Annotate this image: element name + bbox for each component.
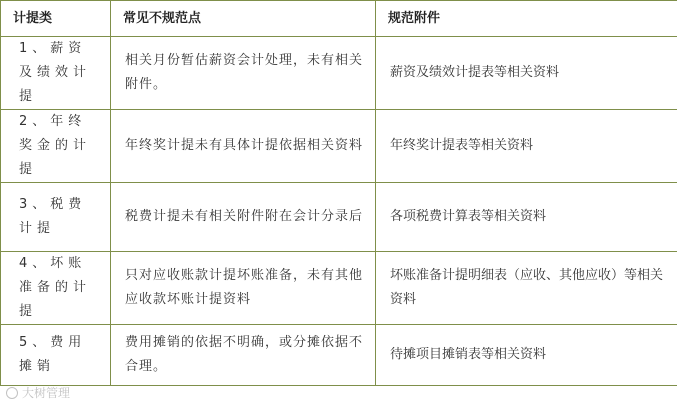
watermark-logo-icon bbox=[6, 387, 18, 399]
row-category: 1、薪资及绩效计提 bbox=[1, 37, 111, 110]
header-standard-attachment: 规范附件 bbox=[376, 1, 677, 37]
table-row bbox=[1, 110, 677, 183]
row-attachment: 各项税费计算表等相关资料 bbox=[376, 183, 677, 252]
row-attachment: 薪资及绩效计提表等相关资料 bbox=[376, 37, 677, 110]
row-attachment: 待摊项目摊销表等相关资料 bbox=[376, 325, 677, 386]
watermark-text: 大树管理 bbox=[22, 386, 71, 400]
row-issue: 费用摊销的依据不明确，或分摊依据不合理。 bbox=[111, 325, 376, 386]
table-row bbox=[1, 325, 677, 386]
table-row bbox=[1, 183, 677, 252]
row-issue: 相关月份暂估薪资会计处理，未有相关附件。 bbox=[111, 37, 376, 110]
row-issue: 年终奖计提未有具体计提依据相关资料 bbox=[111, 110, 376, 183]
table-header-row bbox=[1, 1, 677, 37]
row-issue: 只对应收账款计提坏账准备，未有其他应收款坏账计提资料 bbox=[111, 252, 376, 325]
row-category: 2、年终奖金的计提 bbox=[1, 110, 111, 183]
row-attachment: 坏账准备计提明细表（应收、其他应收）等相关资料 bbox=[376, 252, 677, 325]
header-category: 计提类 bbox=[1, 1, 111, 37]
header-common-issues: 常见不规范点 bbox=[111, 1, 376, 37]
table-row bbox=[1, 252, 677, 325]
row-category: 5、费用摊销 bbox=[1, 325, 111, 386]
watermark bbox=[6, 384, 70, 401]
row-issue: 税费计提未有相关附件附在会计分录后 bbox=[111, 183, 376, 252]
row-category: 4、坏账准备的计提 bbox=[1, 252, 111, 325]
row-attachment: 年终奖计提表等相关资料 bbox=[376, 110, 677, 183]
table-row bbox=[1, 37, 677, 110]
row-category: 3、税费计提 bbox=[1, 183, 111, 252]
